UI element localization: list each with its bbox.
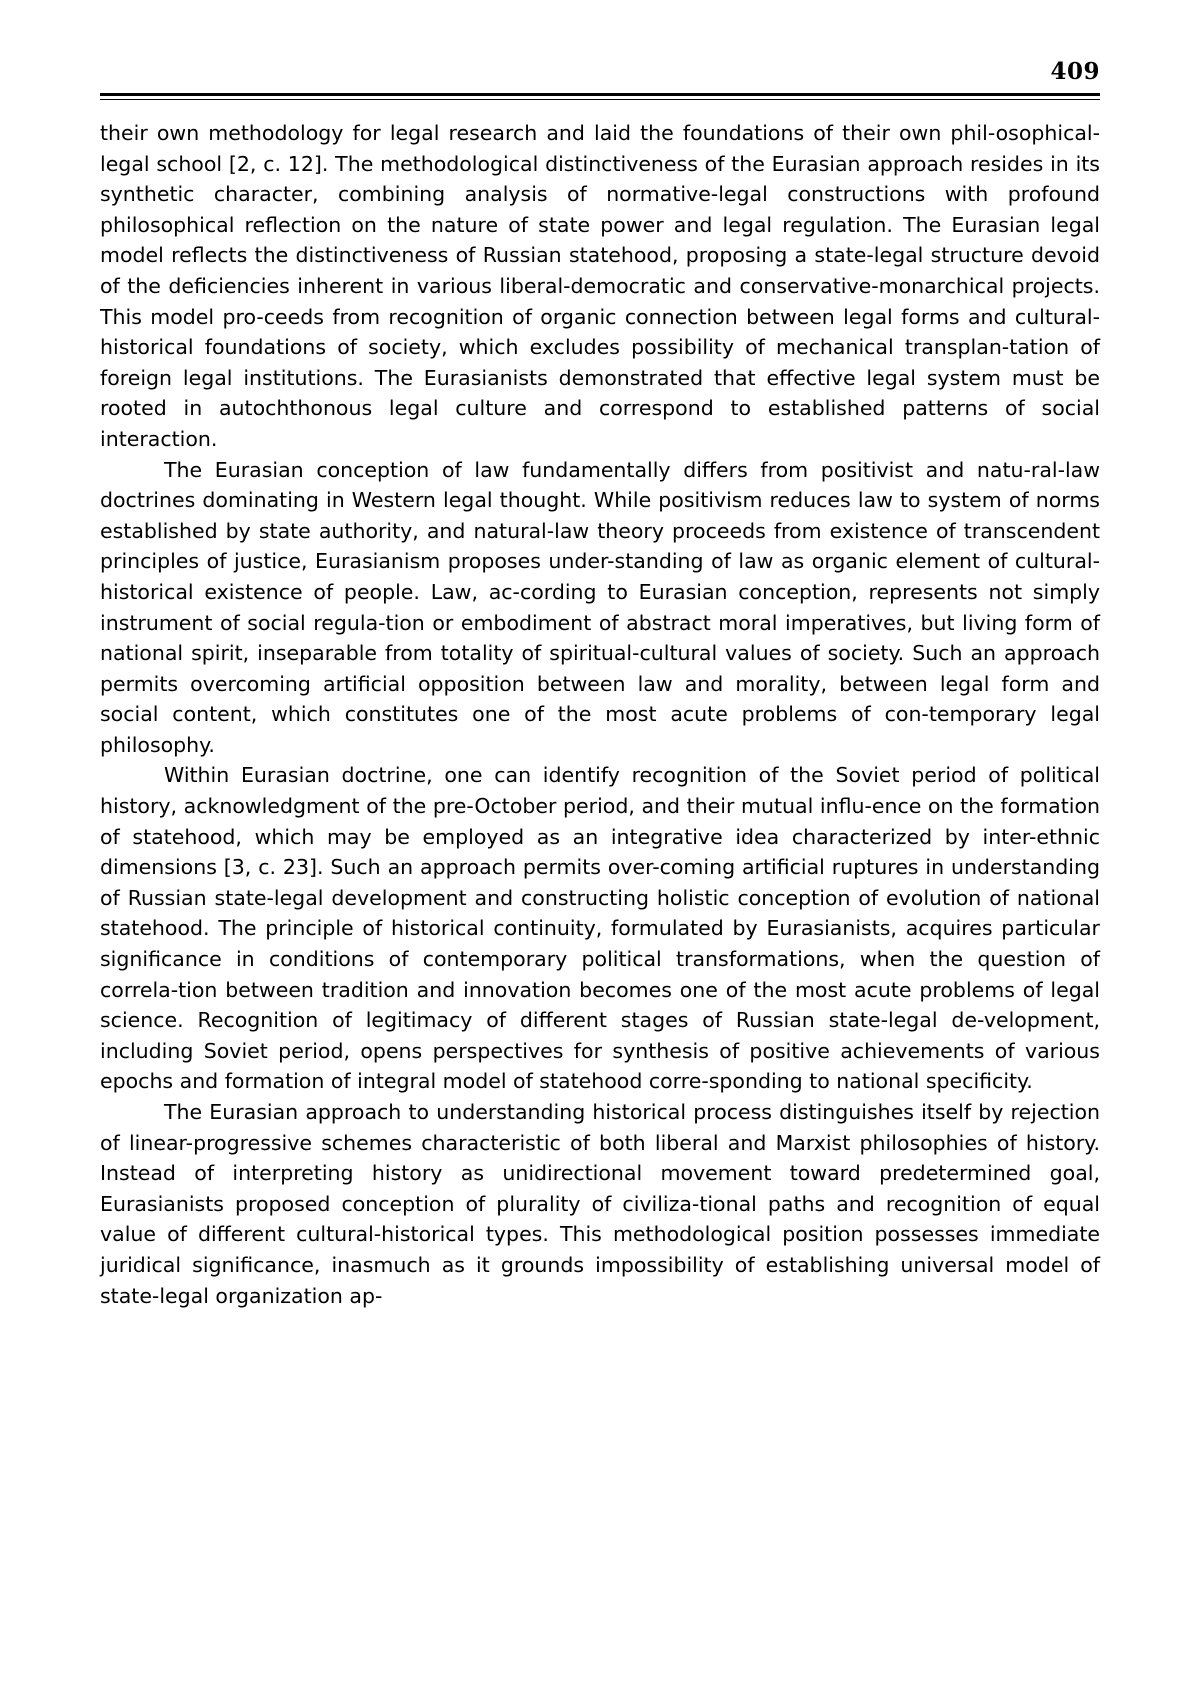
body-text xyxy=(100,118,1100,1311)
page-number: 409 xyxy=(1050,58,1100,85)
header-rule-thin xyxy=(100,99,1100,100)
paragraph: The Eurasian conception of law fundamentally differs from positivist and natu-ral-law doctrines dominating in Western legal thought. While positivism reduces law to system of norms established by state authority, and natural-law theory proceeds from existence of transcendent principles of justice, Eurasianism proposes under-standing of law as organic element of cultural-historical existence of people. Law, ac-cording to Eurasian conception, represents not simply instrument of social regula-tion or embodiment of abstract moral imperatives, but living form of national spirit, inseparable from totality of spiritual-cultural values of society. Such an approach permits overcoming artificial opposition between law and morality, between legal form and social content, which constitutes one of the most acute problems of con-temporary legal philosophy. xyxy=(100,457,1100,757)
page-header xyxy=(100,58,1100,98)
paragraph: The Eurasian approach to understanding historical process distinguishes itself by rejection of linear-progressive schemes characteristic of both liberal and Marxist philosophies of history. Instead of interpreting history as unidirectional movement toward predetermined goal, Eurasianists proposed conception of plurality of civiliza-tional paths and recognition of equal value of different cultural-historical types. This methodological position possesses immediate juridical significance, inasmuch as it grounds impossibility of establishing universal model of state-legal organization ap- xyxy=(100,1100,1100,1308)
paragraph: Within Eurasian doctrine, one can identify recognition of the Soviet period of political history, acknowledgment of the pre-October period, and their mutual influ-ence on the formation of statehood, which may be employed as an integrative idea characterized by inter-ethnic dimensions [3, c. 23]. Such an approach permits over-coming artificial ruptures in understanding of Russian state-legal development and constructing holistic conception of evolution of national statehood. The principle of historical continuity, formulated by Eurasianists, acquires particular significance in conditions of contemporary political transformations, when the question of correla-tion between tradition and innovation becomes one of the most acute problems of legal science. Recognition of legitimacy of different stages of Russian state-legal de-velopment, including Soviet period, opens perspectives for synthesis of positive achievements of various epochs and formation of integral model of statehood corre-sponding to national specificity. xyxy=(100,763,1100,1094)
paragraph: their own methodology for legal research and laid the foundations of their own phil-osophical-legal school [2, c. 12]. The methodological distinctiveness of the Eurasian approach resides in its synthetic character, combining analysis of normative-legal constructions with profound philosophical reflection on the nature of state power and legal regulation. The Eurasian legal model reflects the distinctiveness of Russian statehood, proposing a state-legal structure devoid of the deficiencies inherent in various liberal-democratic and conservative-monarchical projects. This model pro-ceeds from recognition of organic connection between legal forms and cultural-historical foundations of society, which excludes possibility of mechanical transplan-tation of foreign legal institutions. The Eurasianists demonstrated that effective legal system must be rooted in autochthonous legal culture and correspond to established patterns of social interaction. xyxy=(100,121,1100,451)
header-rule-thick xyxy=(100,93,1100,96)
